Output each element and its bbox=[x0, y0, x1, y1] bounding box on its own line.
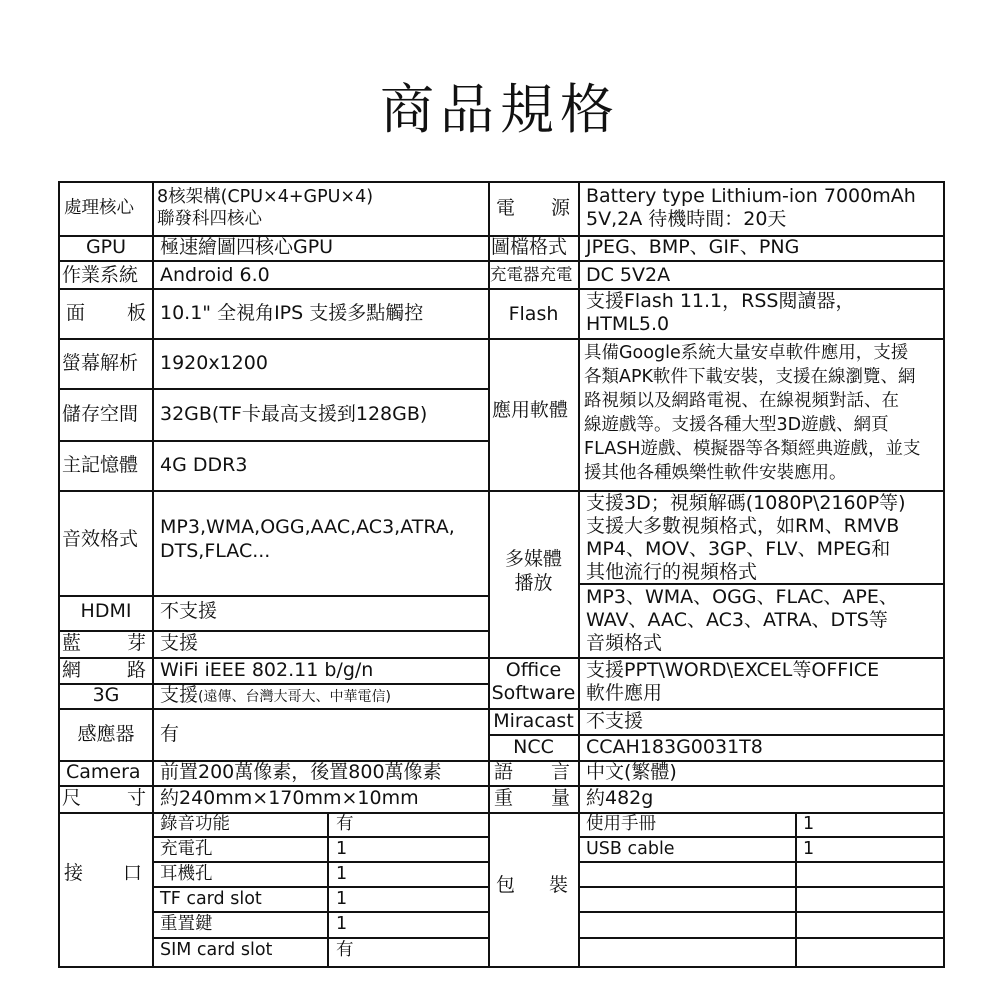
row-divider bbox=[59, 338, 489, 340]
memory-value: 4G DDR3 bbox=[160, 454, 248, 476]
flash-label: Flash bbox=[508, 303, 559, 325]
bluetooth-label: 藍 芽 bbox=[62, 632, 146, 654]
bluetooth-value: 支援 bbox=[160, 632, 199, 654]
apps-line: 路視頻以及網路電視、在線視頻對話、在 bbox=[584, 391, 899, 411]
power-value-line1: Battery type Lithium-ion 7000mAh bbox=[586, 185, 916, 207]
row-divider bbox=[488, 338, 944, 340]
memory-label: 主記憶體 bbox=[62, 454, 139, 476]
row-divider bbox=[59, 288, 489, 290]
charger-label: 充電器充電 bbox=[490, 265, 573, 284]
apps-line: FLASH遊戲、模擬器等各類經典遊戲，並支 bbox=[584, 439, 921, 459]
miracast-value: 不支援 bbox=[586, 710, 644, 732]
port-value: 1 bbox=[336, 864, 348, 884]
row-divider bbox=[59, 440, 489, 442]
network-value: WiFi iEEE 802.11 b/g/n bbox=[160, 659, 374, 681]
g3-value bbox=[160, 684, 391, 709]
power-label: 電 源 bbox=[496, 197, 570, 219]
language-label: 語 言 bbox=[494, 761, 570, 783]
sensor-label: 感應器 bbox=[77, 723, 135, 745]
size-value: 約240mm×170mm×10mm bbox=[160, 787, 419, 809]
port-value: 有 bbox=[336, 814, 354, 834]
audio-format-line: WAV、AAC、AC3、ATRA、DTS等 bbox=[586, 609, 888, 631]
panel-label: 面 板 bbox=[66, 302, 146, 324]
cpu-value-line1: 8核架構(CPU×4+GPU×4) bbox=[157, 187, 374, 207]
resolution-value: 1920x1200 bbox=[160, 352, 268, 374]
ports-label: 接 口 bbox=[64, 862, 142, 884]
video-line: MP4、MOV、3GP、FLV、MPEG和 bbox=[586, 538, 891, 560]
page-title: 商品規格 bbox=[380, 78, 620, 141]
language-value: 中文(繁體) bbox=[586, 761, 677, 783]
storage-value: 32GB(TF卡最高支援到128GB) bbox=[160, 403, 428, 425]
g3-value-note: (遠傳、台灣大哥大、中華電信) bbox=[198, 689, 391, 705]
port-value: 1 bbox=[336, 914, 348, 934]
cpu-label: 處理核心 bbox=[64, 198, 134, 218]
weight-label: 重 量 bbox=[494, 787, 570, 809]
port-name: 錄音功能 bbox=[160, 814, 230, 834]
package-item-name: USB cable bbox=[586, 839, 675, 859]
audio-format-line: 音頻格式 bbox=[586, 632, 663, 654]
package-item-name: 使用手冊 bbox=[586, 814, 656, 834]
multimedia-label-line2: 播放 bbox=[514, 572, 553, 594]
apps-line: 線遊戲等。支援各種大型3D遊戲、網頁 bbox=[584, 415, 889, 435]
package-item-value: 1 bbox=[803, 814, 815, 834]
cpu-value-line2: 聯發科四核心 bbox=[157, 209, 262, 229]
row-divider bbox=[578, 937, 944, 939]
audio-format-line: MP3、WMA、OGG、FLAC、APE、 bbox=[586, 586, 898, 608]
port-name: TF card slot bbox=[160, 889, 262, 909]
office-value-line2: 軟件應用 bbox=[586, 682, 663, 704]
ncc-value: CCAH183G0031T8 bbox=[586, 736, 763, 758]
storage-label: 儲存空間 bbox=[62, 403, 139, 425]
row-divider bbox=[59, 812, 489, 814]
row-divider bbox=[59, 388, 489, 390]
camera-label: Camera bbox=[66, 761, 141, 783]
charger-value: DC 5V2A bbox=[586, 264, 671, 286]
resolution-label: 螢幕解析 bbox=[62, 352, 139, 374]
office-value-line1: 支援PPT\WORD\EXCEL等OFFICE bbox=[586, 659, 880, 681]
apps-line: 各類APK軟件下載安裝，支援在線瀏覽、網 bbox=[584, 367, 916, 387]
image-format-value: JPEG、BMP、GIF、PNG bbox=[586, 236, 800, 258]
office-label-line1: Office bbox=[505, 659, 562, 681]
hdmi-value: 不支援 bbox=[160, 600, 218, 622]
col-divider bbox=[152, 182, 154, 967]
ncc-label: NCC bbox=[513, 736, 554, 758]
office-label-line2: Software bbox=[491, 682, 576, 704]
image-format-label: 圖檔格式 bbox=[491, 236, 568, 258]
row-divider bbox=[59, 490, 489, 492]
multimedia-label-line1: 多媒體 bbox=[504, 548, 562, 570]
row-divider bbox=[578, 911, 944, 913]
weight-value: 約482g bbox=[586, 787, 654, 809]
gpu-value: 極速繪圖四核心GPU bbox=[160, 236, 334, 258]
flash-value-line2: HTML5.0 bbox=[586, 313, 670, 335]
row-divider bbox=[59, 595, 489, 597]
port-name: 充電孔 bbox=[160, 839, 213, 859]
network-label: 網 路 bbox=[62, 659, 146, 681]
apps-label: 應用軟體 bbox=[492, 399, 569, 421]
row-divider bbox=[578, 861, 944, 863]
package-item-value: 1 bbox=[803, 839, 815, 859]
audio-value-line2: DTS,FLAC... bbox=[160, 540, 271, 562]
miracast-label: Miracast bbox=[493, 710, 574, 732]
port-value: 有 bbox=[336, 940, 354, 960]
os-label: 作業系統 bbox=[62, 264, 139, 286]
port-name: 耳機孔 bbox=[160, 864, 213, 884]
size-label: 尺 寸 bbox=[62, 787, 146, 809]
os-value: Android 6.0 bbox=[160, 264, 270, 286]
video-line: 支援3D；視頻解碼(1080P\2160P等) bbox=[586, 492, 906, 514]
row-divider bbox=[488, 260, 944, 262]
port-name: 重置鍵 bbox=[160, 914, 213, 934]
gpu-label: GPU bbox=[85, 236, 127, 258]
hdmi-label: HDMI bbox=[80, 600, 132, 622]
row-divider bbox=[488, 812, 944, 814]
row-divider bbox=[59, 260, 489, 262]
camera-value: 前置200萬像素，後置800萬像素 bbox=[160, 761, 442, 783]
port-name: SIM card slot bbox=[160, 940, 273, 960]
apps-line: 具備Google系統大量安卓軟件應用，支援 bbox=[584, 343, 909, 363]
flash-value-line1: 支援Flash 11.1，RSS閱讀器， bbox=[586, 290, 855, 312]
panel-value: 10.1" 全視角IPS 支援多點觸控 bbox=[160, 302, 424, 324]
package-label: 包 裝 bbox=[496, 874, 568, 896]
video-line: 支援大多數視頻格式，如RM、RMVB bbox=[586, 515, 900, 537]
col-divider bbox=[578, 182, 580, 967]
g3-value-main: 支援 bbox=[160, 684, 199, 706]
apps-line: 援其他各種娛樂性軟件安裝應用。 bbox=[584, 463, 847, 483]
port-value: 1 bbox=[336, 839, 348, 859]
video-line: 其他流行的視頻格式 bbox=[586, 561, 758, 583]
power-value-line2: 5V,2A 待機時間：20天 bbox=[586, 208, 787, 230]
audio-value-line1: MP3,WMA,OGG,AAC,AC3,ATRA, bbox=[160, 516, 455, 538]
row-divider bbox=[578, 886, 944, 888]
audio-label: 音效格式 bbox=[62, 528, 139, 550]
sensor-value: 有 bbox=[160, 723, 180, 745]
port-value: 1 bbox=[336, 889, 348, 909]
g3-label: 3G bbox=[92, 684, 120, 706]
